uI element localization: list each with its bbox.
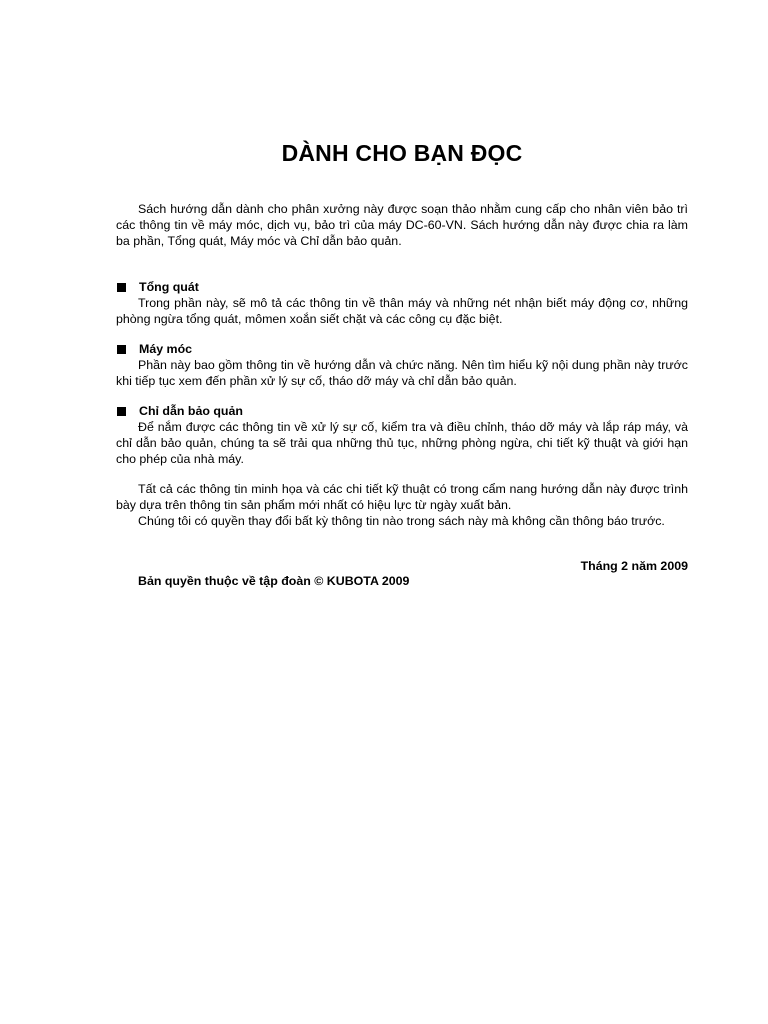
page-title: DÀNH CHO BẠN ĐỌC <box>281 140 523 166</box>
section-general <box>116 279 688 327</box>
section-heading-label: Chỉ dẫn bảo quản <box>139 404 243 418</box>
section-heading-label: Máy móc <box>139 342 193 356</box>
square-bullet-icon <box>117 407 126 416</box>
document-page <box>116 0 688 1024</box>
section-heading-label: Tổng quát <box>139 280 199 294</box>
square-bullet-icon <box>117 283 126 292</box>
section-text: Trong phần này, sẽ mô tả các thông tin về thân máy và những nét nhận biết máy động cơ, những phòng ngừa tổng quát, mômen xoắn siết chặt và các công cụ đặc biệt. <box>116 296 688 326</box>
closing-paragraphs <box>116 481 688 529</box>
intro-paragraph: Sách hướng dẫn dành cho phân xưởng này được soạn thảo nhằm cung cấp cho nhân viên bảo trì các thông tin về máy móc, dịch vụ, bảo trì của máy DC-60-VN. Sách hướng dẫn này được chia ra làm ba phần, Tổng quát, Máy móc và Chỉ dẫn bảo quản. <box>116 202 688 248</box>
section-heading <box>116 341 688 357</box>
square-bullet-icon <box>117 345 126 354</box>
publication-date: Tháng 2 năm 2009 <box>580 559 688 573</box>
section-text: Để nắm được các thông tin về xử lý sự cố, kiểm tra và điều chỉnh, tháo dỡ máy và lắp ráp máy, và chỉ dẫn bảo quản, chúng ta sẽ trải qua những thủ tục, những phòng ngừa, chi tiết kỹ thuật và giới hạn cho phép của nhà máy. <box>116 420 688 466</box>
closing-paragraph-info: Tất cả các thông tin minh họa và các chi tiết kỹ thuật có trong cẩm nang hướng dẫn này được trình bày dựa trên thông tin sản phẩm mới nhất có hiệu lực từ ngày xuất bản. <box>116 482 688 512</box>
section-heading <box>116 279 688 295</box>
section-heading <box>116 403 688 419</box>
section-maintenance <box>116 403 688 467</box>
section-text: Phần này bao gồm thông tin về hướng dẫn và chức năng. Nên tìm hiểu kỹ nội dung phần này trước khi tiếp tục xem đến phần xử lý sự cố, tháo dỡ máy và chỉ dẫn bảo quản. <box>116 358 688 388</box>
closing-paragraph-rights: Chúng tôi có quyền thay đổi bất kỳ thông tin nào trong sách này mà không cần thông báo trước. <box>138 514 665 528</box>
section-machinery <box>116 341 688 389</box>
copyright-notice: Bản quyền thuộc về tập đoàn © KUBOTA 2009 <box>138 574 410 588</box>
